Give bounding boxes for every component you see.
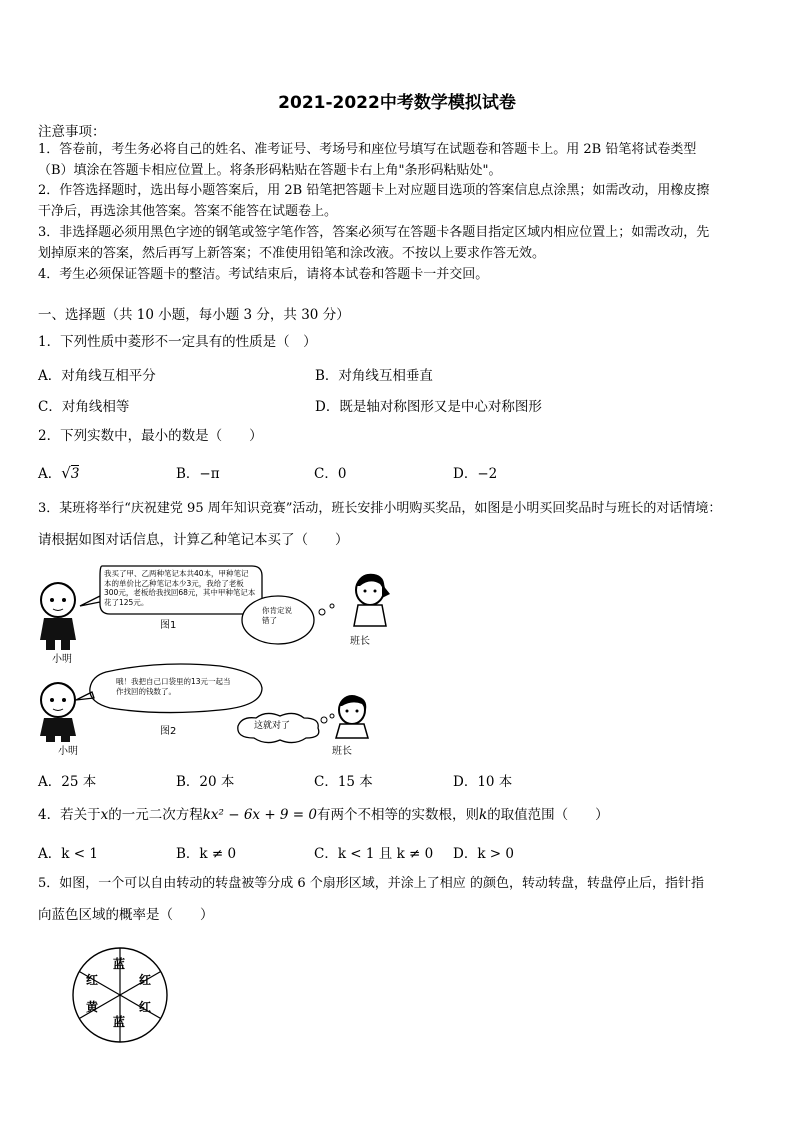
fig1-reply-text: 你肯定说错了 [262,606,292,625]
figure-2-label: 图2 [160,726,177,737]
girl-figure-2 [336,696,368,738]
q4-option-b: B．k ≠ 0 [176,846,237,862]
question-5-stem-cont: 向蓝色区域的概率是（ ） [38,907,214,923]
figure-1-label: 图1 [160,620,177,631]
sector-label: 蓝 [113,957,126,971]
page-title: 2021-2022中考数学模拟试卷 [278,93,516,113]
sector-label: 红 [139,1000,152,1014]
question-2-stem: 2．下列实数中，最小的数是（ ） [38,428,263,444]
q3-option-d: D．10 本 [453,774,513,790]
q3-option-a: A．25 本 [38,774,97,790]
banzhang-label-1: 班长 [350,636,370,647]
sector-label: 黄 [86,1000,99,1014]
fig1-speech-text: 我买了甲、乙两种笔记本共40本，甲种笔记本的单价比乙种笔记本少3元，我给了老板300元，老板给我找回68元，其中甲种笔记本花了125元。 [104,569,256,607]
sqrt-symbol: √ [61,464,71,482]
q4-stem-part: 4．若关于 [38,807,101,823]
notice-line: 4．考生必须保证答题卡的整洁。考试结束后，请将本试卷和答题卡一并交回。 [38,267,489,282]
q1-option-c: C．对角线相等 [38,399,130,415]
boy-figure-1 [40,583,76,650]
q4-var-k: k [479,807,488,823]
notice-line: 划掉原来的答案，然后再写上新答案；不准使用铅笔和涂改液。不按以上要求作答无效。 [38,246,546,261]
q1-option-b: B．对角线互相垂直 [315,368,433,384]
q2-option-a-prefix: A． [38,466,62,482]
banzhang-label-2: 班长 [332,746,352,757]
sector-label: 蓝 [113,1015,126,1029]
notice-line: 干净后，再选涂其他答案。答案不能答在试题卷上。 [38,204,338,219]
notice-line: 1．答卷前，考生务必将自己的姓名、准考证号、考场号和座位号填写在试题卷和答题卡上。用 2B 铅笔将试卷类型 [38,142,697,157]
sector-label: 红 [139,973,152,987]
xiaoming-label-1: 小明 [52,654,72,665]
question-3-stem-cont: 请根据如图对话信息，计算乙种笔记本买了（ ） [38,532,349,548]
q4-stem-part: 的一元二次方程 [108,807,203,823]
q2-option-d: D．−2 [453,466,498,482]
girl-figure-1 [354,574,390,626]
xiaoming-label-2: 小明 [58,746,78,757]
q1-option-d: D．既是轴对称图形又是中心对称图形 [315,399,542,415]
q2-option-a-radicand: 3 [70,466,80,482]
q3-option-b: B．20 本 [176,774,235,790]
q4-equation: kx² − 6x + 9 = 0 [202,807,317,823]
notice-line: 3．非选择题必须用黑色字迹的钢笔或签字笔作答，答案必须写在答题卡各题目指定区域内相应位置上；如需改动，先 [38,225,710,240]
sector-label: 红 [86,973,99,987]
boy-figure-2 [40,683,76,742]
q2-option-a [38,462,79,482]
notice-line: 2．作答选择题时，选出每小题答案后，用 2B 铅笔把答题卡上对应题目选项的答案信息点涂黑；如需改动，用橡皮擦 [38,183,710,198]
question-4-stem [38,805,609,825]
fig2-speech-text: 哦！我把自己口袋里的13元一起当作找回的钱数了。 [116,677,231,696]
q4-option-c: C．k < 1 且 k ≠ 0 [314,846,434,862]
section-heading: 一、选择题（共 10 小题，每小题 3 分，共 30 分） [38,307,350,323]
q4-var-x: x [100,807,109,823]
notice-line: （B）填涂在答题卡相应位置上。将条形码粘贴在答题卡右上角"条形码粘贴处"。 [38,163,502,178]
q4-option-d: D．k > 0 [453,846,514,862]
q4-stem-part: 有两个不相等的实数根，则 [317,807,479,823]
notice-heading: 注意事项： [38,124,106,140]
q1-option-a: A．对角线互相平分 [38,368,156,384]
q3-option-c: C．15 本 [314,774,373,790]
question-3-stem: 3．某班将举行“庆祝建党 95 周年知识竞赛”活动，班长安排小明购买奖品，如图是小明买回奖品时与班长的对话情境： [38,501,722,516]
question-1-stem: 1．下列性质中菱形不一定具有的性质是（ ） [38,334,317,350]
question-5-stem: 5．如图，一个可以自由转动的转盘被等分成 6 个扇形区域，并涂上了相应 的颜色，转动转盘，转盘停止后，指针指 [38,876,704,891]
q2-option-c: C．0 [314,466,347,482]
q2-option-b: B．−π [176,466,220,482]
fig2-reply-text: 这就对了 [254,721,291,731]
q4-option-a: A．k < 1 [38,846,98,862]
q4-stem-part: 的取值范围（ ） [487,807,609,823]
